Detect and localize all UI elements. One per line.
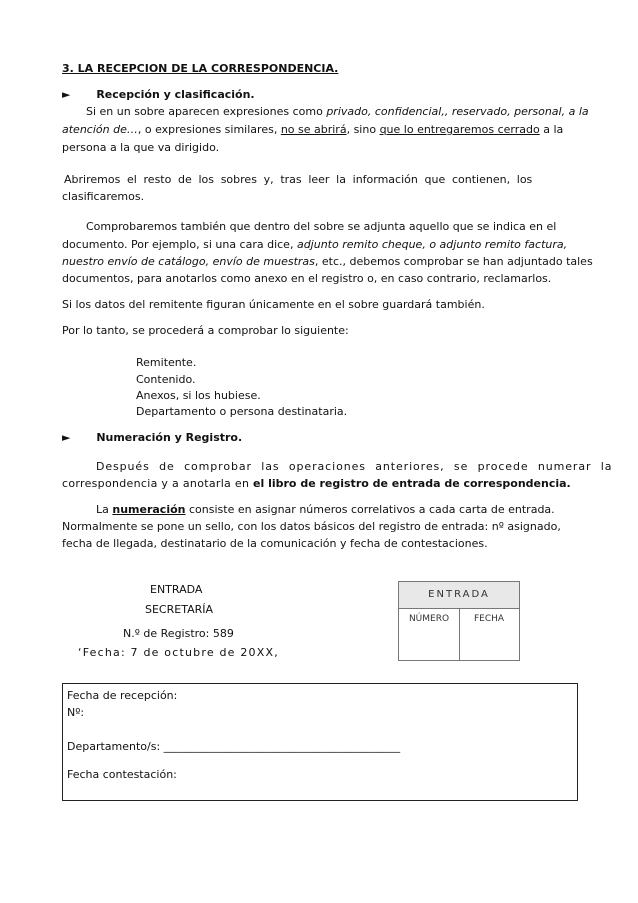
stamp-header: ENTRADA <box>399 582 519 609</box>
para7-line3: fecha de llegada, destinatario de la comunicación y fecha de contestaciones. <box>62 537 488 550</box>
stamp-col-numero: NÚMERO <box>399 608 460 660</box>
form-fecha-recepcion: Fecha de recepción: <box>67 689 178 702</box>
form-departamento: Departamento/s: ___________________________________________ <box>67 740 401 753</box>
text: Si en un sobre aparecen expresiones como <box>86 105 327 118</box>
text: , etc., debemos comprobar se han adjuntado tales <box>314 255 593 268</box>
text: nuestro envío de catálogo, envío de muestras <box>62 255 315 268</box>
form-numero: Nº: <box>67 706 85 719</box>
para6-line2 <box>62 477 571 491</box>
subheading-numeracion <box>62 431 242 445</box>
text: atención de… <box>62 123 138 136</box>
checklist-item <box>100 356 196 370</box>
para1-line2 <box>62 123 563 137</box>
checklist-item <box>100 373 196 387</box>
stamp-registro: N.º de Registro: 589 <box>123 627 234 640</box>
text: no se abrirá <box>280 123 347 136</box>
para3-line3 <box>62 255 593 269</box>
para7-line1 <box>96 503 555 517</box>
subheading-label: Recepción y clasificación. <box>96 88 255 101</box>
subheading-recepcion <box>62 88 255 102</box>
stamp-entrada: ENTRADA <box>150 583 203 596</box>
para6-line1: Después de comprobar las operaciones anteriores, se procede numerar la <box>96 460 613 473</box>
text: privado, confidencial,, reservado, personal, a la <box>326 105 589 118</box>
text: numeración <box>112 503 186 516</box>
text: , o expresiones similares, <box>137 123 281 136</box>
text: el libro de registro de entrada de correspondencia. <box>253 477 571 490</box>
para5: Por lo tanto, se procederá a comprobar lo siguiente: <box>62 324 349 337</box>
checklist-label: Remitente. <box>136 356 197 369</box>
text: La <box>96 503 113 516</box>
stamp-secretaria: SECRETARÍA <box>145 603 214 616</box>
para7-line2: Normalmente se pone un sello, con los datos básicos del registro de entrada: nº asignado, <box>62 520 561 533</box>
entrada-stamp <box>398 581 520 661</box>
section-title: 3. LA RECEPCION DE LA CORRESPONDENCIA. <box>62 62 339 75</box>
stamp-col-fecha: FECHA <box>473 614 505 624</box>
text: correspondencia y a anotarla en <box>62 477 254 490</box>
text: documento. Por ejemplo, si una cara dice, <box>62 238 297 251</box>
checklist-label: Departamento o persona destinataria. <box>136 405 348 418</box>
text: , sino <box>346 123 380 136</box>
para3-line2 <box>62 238 567 252</box>
text: a la <box>539 123 564 136</box>
para4: Si los datos del remitente figuran únicamente en el sobre guardará también. <box>62 298 485 311</box>
para2-line1: Abriremos el resto de los sobres y, tras leer la información que contienen, los <box>64 173 533 186</box>
checklist-item <box>100 389 261 403</box>
form-fecha-contestacion: Fecha contestación: <box>67 768 177 781</box>
checklist-item <box>100 405 347 419</box>
para2-line2: clasificaremos. <box>62 190 145 203</box>
para3-line4: documentos, para anotarlos como anexo en el registro o, en caso contrario, reclamarlos. <box>62 272 552 285</box>
checklist-label: Anexos, si los hubiese. <box>136 389 261 402</box>
text: consiste en asignar números correlativos a cada carta de entrada. <box>185 503 555 516</box>
registro-form-box <box>62 683 578 801</box>
checklist-label: Contenido. <box>136 373 196 386</box>
text: que lo entregaremos cerrado <box>379 123 540 136</box>
bullet-arrow-icon: ► <box>62 88 71 101</box>
para1-line3: persona a la que va dirigido. <box>62 141 220 154</box>
bullet-arrow-icon: ► <box>62 431 71 444</box>
para1-line1 <box>86 105 589 119</box>
stamp-fecha: ‘Fecha: 7 de octubre de 20XX, <box>78 646 279 659</box>
subheading-label: Numeración y Registro. <box>96 431 243 444</box>
text: adjunto remito cheque, o adjunto remito factura, <box>296 238 568 251</box>
para3-line1: Comprobaremos también que dentro del sobre se adjunta aquello que se indica en el <box>86 220 557 233</box>
